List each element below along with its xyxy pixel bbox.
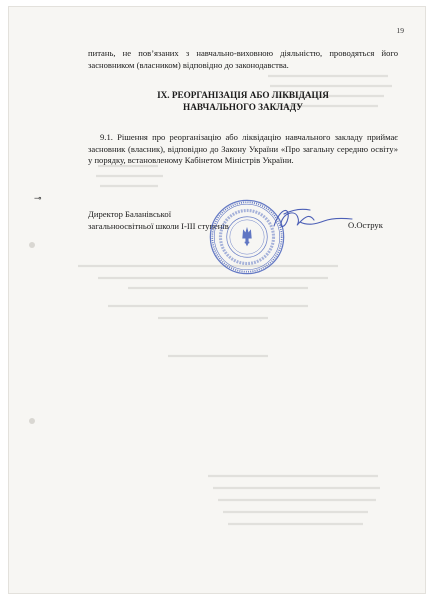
- trident-emblem-icon: [242, 227, 251, 247]
- binding-hole: [29, 242, 35, 248]
- continued-paragraph: питань, не пов’язаних з навчально-виховною діяльністю, проводяться його засновником (власником) відповідно до законодавства.: [88, 48, 398, 70]
- margin-mark: ⊸: [34, 193, 42, 203]
- section-heading-line-1: IX. РЕОРГАНІЗАЦІЯ АБО ЛІКВІДАЦІЯ: [157, 90, 329, 100]
- signatory-position-line-2: загальноосвітньої школи І-ІІІ ступенів: [88, 220, 229, 231]
- document-page: [8, 6, 426, 594]
- section-heading-line-2: НАВЧАЛЬНОГО ЗАКЛАДУ: [183, 101, 303, 112]
- page-number: 19: [396, 26, 404, 35]
- binding-hole: [29, 418, 35, 424]
- paragraph-9-1: 9.1. Рішення про реорганізацію або ліквідацію навчального закладу приймає засновник (власник), відповідно до Закону України «Про загальну середню освіту» у порядку, встановленому Кабінетом Міністрів України.: [88, 132, 398, 165]
- section-heading: [88, 90, 398, 113]
- signatory-position-line-1: Директор Баланівської: [88, 209, 172, 219]
- handwritten-signature: [270, 204, 354, 234]
- signatory-name: О.Острук: [348, 220, 383, 230]
